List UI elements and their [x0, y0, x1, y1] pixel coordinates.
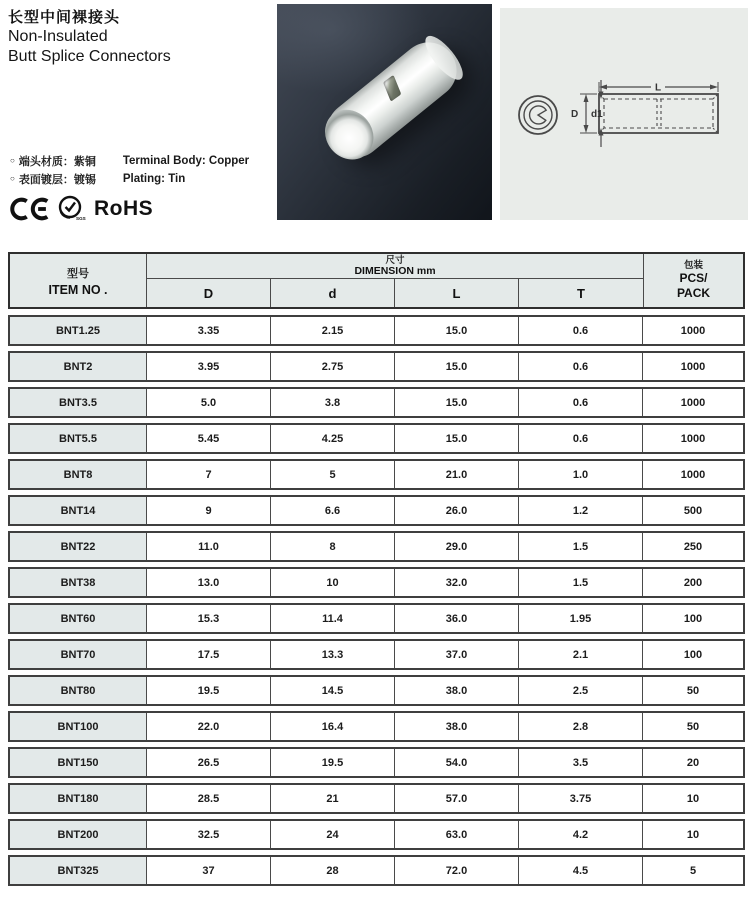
table-row — [8, 423, 745, 454]
table-row — [8, 567, 745, 598]
cell-dim-L: 38.0 — [395, 677, 519, 704]
cell-item-no: BNT5.5 — [10, 425, 147, 452]
cell-dim-d: 2.75 — [271, 353, 395, 380]
cell-dim-T: 1.95 — [519, 605, 643, 632]
certification-logos — [8, 194, 153, 224]
cell-dim-T: 2.8 — [519, 713, 643, 740]
cell-dim-T: 3.75 — [519, 785, 643, 812]
cell-dim-D: 3.35 — [147, 317, 271, 344]
header-pack — [643, 254, 743, 307]
cell-dim-T: 4.2 — [519, 821, 643, 848]
cell-dim-d: 21 — [271, 785, 395, 812]
table-row — [8, 495, 745, 526]
cell-item-no: BNT325 — [10, 857, 147, 884]
cell-dim-T: 2.5 — [519, 677, 643, 704]
cell-pcs-pack: 200 — [643, 569, 743, 596]
connector-inspection-slot — [383, 75, 401, 102]
cell-pcs-pack: 1000 — [643, 353, 743, 380]
table-row — [8, 351, 745, 382]
cell-dim-L: 26.0 — [395, 497, 519, 524]
cell-pcs-pack: 100 — [643, 605, 743, 632]
svg-text:D: D — [571, 109, 579, 120]
cell-dim-T: 2.1 — [519, 641, 643, 668]
cell-item-no: BNT3.5 — [10, 389, 147, 416]
cell-dim-L: 36.0 — [395, 605, 519, 632]
table-row — [8, 603, 745, 634]
bullet-icon: ○ — [10, 155, 15, 165]
header-dimension-en: DIMENSION mm — [354, 265, 436, 277]
header-pack-en2: PACK — [676, 286, 711, 301]
cell-dim-L: 72.0 — [395, 857, 519, 884]
cell-dim-L: 63.0 — [395, 821, 519, 848]
page-title-en-line2: Butt Splice Connectors — [8, 48, 171, 65]
table-row — [8, 711, 745, 742]
cell-dim-T: 4.5 — [519, 857, 643, 884]
cell-item-no: BNT2 — [10, 353, 147, 380]
cell-dim-T: 1.2 — [519, 497, 643, 524]
cell-dim-D: 3.95 — [147, 353, 271, 380]
cell-dim-d: 6.6 — [271, 497, 395, 524]
cell-dim-D: 15.3 — [147, 605, 271, 632]
cell-dim-D: 19.5 — [147, 677, 271, 704]
title-block — [8, 6, 268, 67]
header-col-L: L — [395, 279, 519, 307]
table-row — [8, 819, 745, 850]
cell-dim-d: 8 — [271, 533, 395, 560]
cell-dim-L: 15.0 — [395, 425, 519, 452]
spec-zh: 端头材质：紫铜 — [18, 156, 96, 168]
cell-item-no: BNT200 — [10, 821, 147, 848]
header-pack-zh: 包装 — [683, 259, 703, 271]
technical-drawing — [500, 8, 748, 220]
cell-dim-L: 57.0 — [395, 785, 519, 812]
dimension-table — [8, 252, 745, 886]
ce-mark-icon — [8, 195, 50, 223]
header-item-no-en: ITEM NO . — [48, 282, 108, 297]
cell-dim-D: 17.5 — [147, 641, 271, 668]
cell-dim-L: 15.0 — [395, 353, 519, 380]
sgs-cert-icon — [56, 194, 86, 224]
spec-line-terminal-body — [10, 152, 275, 170]
cell-dim-L: 54.0 — [395, 749, 519, 776]
cell-pcs-pack: 500 — [643, 497, 743, 524]
cell-item-no: BNT1.25 — [10, 317, 147, 344]
header-dimension-columns — [147, 279, 643, 307]
cell-dim-L: 21.0 — [395, 461, 519, 488]
header-col-D: D — [147, 279, 271, 307]
cell-dim-L: 15.0 — [395, 317, 519, 344]
cell-pcs-pack: 20 — [643, 749, 743, 776]
cell-item-no: BNT100 — [10, 713, 147, 740]
cell-dim-D: 11.0 — [147, 533, 271, 560]
spec-en: Plating: Tin — [122, 173, 186, 185]
cell-item-no: BNT38 — [10, 569, 147, 596]
cell-dim-L: 32.0 — [395, 569, 519, 596]
cell-dim-D: 5.0 — [147, 389, 271, 416]
cell-item-no: BNT60 — [10, 605, 147, 632]
cell-pcs-pack: 10 — [643, 785, 743, 812]
cell-dim-T: 0.6 — [519, 425, 643, 452]
cell-dim-d: 19.5 — [271, 749, 395, 776]
cell-dim-T: 1.5 — [519, 533, 643, 560]
bullet-icon: ○ — [10, 173, 15, 183]
cell-dim-T: 0.6 — [519, 353, 643, 380]
table-row — [8, 747, 745, 778]
cell-pcs-pack: 10 — [643, 821, 743, 848]
cell-item-no: BNT22 — [10, 533, 147, 560]
table-body — [8, 315, 745, 886]
spec-list — [10, 152, 275, 188]
cell-dim-D: 5.45 — [147, 425, 271, 452]
cell-dim-T: 1.5 — [519, 569, 643, 596]
page-title-zh: 长型中间裸接头 — [8, 9, 121, 26]
header-item-no — [10, 254, 147, 307]
cell-dim-D: 37 — [147, 857, 271, 884]
cell-dim-D: 13.0 — [147, 569, 271, 596]
cell-dim-L: 37.0 — [395, 641, 519, 668]
cell-pcs-pack: 50 — [643, 713, 743, 740]
table-header — [8, 252, 745, 309]
cell-item-no: BNT180 — [10, 785, 147, 812]
cell-pcs-pack: 50 — [643, 677, 743, 704]
cell-dim-T: 3.5 — [519, 749, 643, 776]
cell-pcs-pack: 100 — [643, 641, 743, 668]
cell-dim-d: 24 — [271, 821, 395, 848]
cell-pcs-pack: 1000 — [643, 461, 743, 488]
butt-splice-connector-image — [316, 31, 468, 169]
table-row — [8, 315, 745, 346]
page-title-en-line1: Non-Insulated — [8, 28, 108, 45]
cell-item-no: BNT14 — [10, 497, 147, 524]
cell-dim-d: 5 — [271, 461, 395, 488]
cell-dim-d: 4.25 — [271, 425, 395, 452]
cell-dim-d: 14.5 — [271, 677, 395, 704]
cell-dim-D: 7 — [147, 461, 271, 488]
header-dimension-group — [147, 254, 643, 307]
connector-end-cap — [419, 31, 469, 86]
rohs-label: RoHS — [94, 197, 154, 220]
table-row — [8, 387, 745, 418]
cell-dim-T: 0.6 — [519, 317, 643, 344]
cell-dim-T: 0.6 — [519, 389, 643, 416]
cell-item-no: BNT70 — [10, 641, 147, 668]
cell-dim-d: 2.15 — [271, 317, 395, 344]
spec-zh: 表面镀层：镀锡 — [18, 174, 96, 186]
header-item-no-zh: 型号 — [67, 267, 89, 280]
cell-dim-D: 9 — [147, 497, 271, 524]
cell-dim-D: 22.0 — [147, 713, 271, 740]
cell-dim-d: 28 — [271, 857, 395, 884]
cell-dim-d: 10 — [271, 569, 395, 596]
table-row — [8, 531, 745, 562]
cell-pcs-pack: 1000 — [643, 389, 743, 416]
cell-dim-d: 3.8 — [271, 389, 395, 416]
header-col-d: d — [271, 279, 395, 307]
header-dimension-title — [147, 254, 643, 279]
product-photo — [277, 4, 492, 220]
table-row — [8, 639, 745, 670]
spec-line-plating — [10, 170, 275, 188]
cell-item-no: BNT80 — [10, 677, 147, 704]
svg-text:L: L — [655, 82, 662, 94]
table-row — [8, 783, 745, 814]
header-col-T: T — [577, 285, 585, 301]
connector-bore — [315, 100, 383, 169]
cell-pcs-pack: 1000 — [643, 425, 743, 452]
cell-dim-D: 28.5 — [147, 785, 271, 812]
cell-dim-d: 16.4 — [271, 713, 395, 740]
svg-text:SGS: SGS — [76, 216, 86, 221]
cell-dim-D: 26.5 — [147, 749, 271, 776]
cell-dim-d: 11.4 — [271, 605, 395, 632]
header-pack-en1: PCS/ — [679, 271, 708, 286]
table-row — [8, 855, 745, 886]
table-row — [8, 675, 745, 706]
cell-dim-L: 29.0 — [395, 533, 519, 560]
cell-dim-T: 1.0 — [519, 461, 643, 488]
cell-dim-d: 13.3 — [271, 641, 395, 668]
cell-dim-L: 38.0 — [395, 713, 519, 740]
cell-item-no: BNT8 — [10, 461, 147, 488]
cell-pcs-pack: 250 — [643, 533, 743, 560]
cell-item-no: BNT150 — [10, 749, 147, 776]
spec-en: Terminal Body: Copper — [122, 155, 250, 167]
cell-dim-L: 15.0 — [395, 389, 519, 416]
cell-pcs-pack: 5 — [643, 857, 743, 884]
cell-dim-D: 32.5 — [147, 821, 271, 848]
svg-text:d1: d1 — [591, 109, 603, 120]
table-row — [8, 459, 745, 490]
header-dimension-zh: 尺寸 — [385, 254, 405, 266]
cell-pcs-pack: 1000 — [643, 317, 743, 344]
